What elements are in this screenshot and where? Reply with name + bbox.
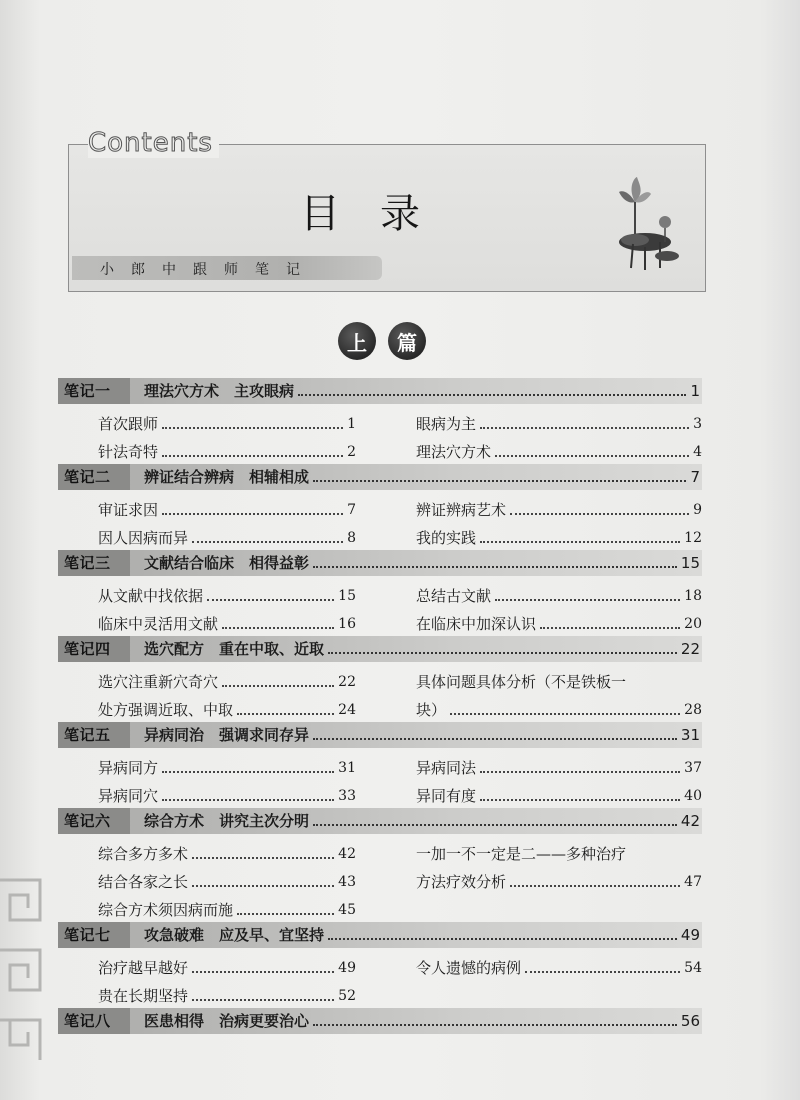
entry-title: 首次跟师	[98, 415, 159, 433]
leader-dots	[207, 599, 334, 601]
entry-title: 在临床中加深认识	[416, 615, 537, 633]
chapter-heading[interactable]	[58, 378, 702, 404]
chapter-entries	[58, 664, 702, 720]
leader-dots	[480, 541, 680, 543]
leader-dots	[313, 566, 677, 568]
entries-column-right	[380, 578, 702, 634]
chapter-heading[interactable]	[58, 1008, 702, 1034]
entry-title: 异病同法	[416, 759, 477, 777]
leader-dots	[480, 427, 689, 429]
toc-entry[interactable]	[98, 606, 380, 634]
chapter-page: 22	[680, 640, 700, 658]
toc-entry[interactable]	[98, 950, 380, 978]
leader-dots	[510, 513, 689, 515]
toc-entry[interactable]	[416, 606, 702, 634]
chapter-title: 医患相得 治病更要治心	[144, 1012, 310, 1030]
entry-title: 因人因病而异	[98, 529, 189, 547]
entry-title: 综合多方多术	[98, 845, 189, 863]
leader-dots	[162, 771, 334, 773]
chapter-page: 56	[680, 1012, 700, 1030]
entry-page: 47	[684, 874, 702, 890]
entry-title: 贵在长期坚持	[98, 987, 189, 1005]
chapter-page: 31	[680, 726, 700, 744]
entry-page: 12	[684, 530, 702, 546]
chapter-entries	[58, 750, 702, 806]
lotus-illustration	[605, 172, 685, 272]
entry-title: 临床中灵活用文献	[98, 615, 219, 633]
chapter-tag: 笔记八	[58, 1008, 130, 1034]
leader-dots	[495, 455, 689, 457]
toc-entry[interactable]	[98, 864, 380, 892]
toc-entry[interactable]	[98, 692, 380, 720]
chapter-tag: 笔记五	[58, 722, 130, 748]
chapter-page: 42	[680, 812, 700, 830]
entries-column-left	[58, 950, 380, 1006]
toc-entry[interactable]	[416, 950, 702, 978]
entry-title: 治疗越早越好	[98, 959, 189, 977]
chapter-heading[interactable]	[58, 464, 702, 490]
entry-title: 从文献中找依据	[98, 587, 204, 605]
toc-entry[interactable]	[416, 578, 702, 606]
chapter-heading[interactable]	[58, 808, 702, 834]
chapter-entries	[58, 578, 702, 634]
entry-title: 方法疗效分析	[416, 873, 507, 891]
toc-entry[interactable]	[416, 864, 702, 892]
entry-page: 45	[338, 902, 356, 918]
toc-entry[interactable]	[98, 836, 380, 864]
leader-dots	[222, 685, 334, 687]
entries-column-left	[58, 492, 380, 548]
entry-page: 31	[338, 760, 356, 776]
entry-page: 18	[684, 588, 702, 604]
page-title: 目录	[300, 191, 460, 237]
toc-entry[interactable]	[416, 778, 702, 806]
toc-entry[interactable]	[98, 892, 380, 920]
entry-title: 具体问题具体分析（不是铁板一	[416, 673, 627, 691]
leader-dots	[495, 599, 680, 601]
leader-dots	[328, 652, 677, 654]
chapter-tag: 笔记四	[58, 636, 130, 662]
chapter-heading[interactable]	[58, 550, 702, 576]
entries-column-left	[58, 578, 380, 634]
toc-entry[interactable]	[416, 664, 702, 692]
section-heading	[338, 322, 458, 362]
entries-column-right	[380, 950, 702, 1006]
chapter-tag: 笔记一	[58, 378, 130, 404]
entry-title: 结合各家之长	[98, 873, 189, 891]
table-of-contents	[58, 378, 702, 1036]
entry-page: 40	[684, 788, 702, 804]
entry-page: 54	[684, 960, 702, 976]
entry-page: 16	[338, 616, 356, 632]
toc-entry[interactable]	[98, 492, 380, 520]
chapter-page: 1	[690, 382, 700, 400]
chapter-heading[interactable]	[58, 922, 702, 948]
toc-entry[interactable]	[98, 434, 380, 462]
chapter-title: 综合方术 讲究主次分明	[144, 812, 310, 830]
entry-title: 眼病为主	[416, 415, 477, 433]
entry-page: 9	[693, 502, 702, 518]
entry-title: 辨证辨病艺术	[416, 501, 507, 519]
chapter-tag: 笔记三	[58, 550, 130, 576]
toc-entry[interactable]	[98, 664, 380, 692]
entries-column-right	[380, 750, 702, 806]
chapter-entries	[58, 492, 702, 548]
leader-dots	[192, 971, 334, 973]
toc-entry[interactable]	[98, 778, 380, 806]
chapter-entries	[58, 950, 702, 1006]
contents-word: Contents	[88, 128, 219, 158]
leader-dots	[480, 799, 680, 801]
chapter-title: 选穴配方 重在中取、近取	[144, 640, 325, 658]
entries-column-left	[58, 836, 380, 920]
entry-page: 28	[684, 702, 702, 718]
leader-dots	[450, 713, 680, 715]
entry-title: 处方强调近取、中取	[98, 701, 234, 719]
toc-entry[interactable]	[416, 750, 702, 778]
entry-title: 综合方术须因病而施	[98, 901, 234, 919]
entry-page: 7	[347, 502, 356, 518]
chapter-title: 理法穴方术 主攻眼病	[144, 382, 295, 400]
chapter-tag: 笔记二	[58, 464, 130, 490]
leader-dots	[237, 913, 334, 915]
chapter-heading[interactable]	[58, 636, 702, 662]
toc-entry[interactable]	[416, 406, 702, 434]
entry-title: 总结古文献	[416, 587, 492, 605]
book-subtitle: 小郎中跟师笔记	[100, 262, 317, 278]
chapter-tag: 笔记六	[58, 808, 130, 834]
entry-page: 22	[338, 674, 356, 690]
entry-page: 42	[338, 846, 356, 862]
entry-title: 审证求因	[98, 501, 159, 519]
chapter-title: 辨证结合辨病 相辅相成	[144, 468, 310, 486]
entry-page: 43	[338, 874, 356, 890]
toc-entry[interactable]	[98, 750, 380, 778]
leader-dots	[313, 824, 677, 826]
entries-column-left	[58, 406, 380, 462]
entry-page: 52	[338, 988, 356, 1004]
entry-page: 37	[684, 760, 702, 776]
chapter-page: 15	[680, 554, 700, 572]
entries-column-left	[58, 750, 380, 806]
toc-entry[interactable]	[416, 492, 702, 520]
entry-page: 8	[347, 530, 356, 546]
entry-page: 15	[338, 588, 356, 604]
leader-dots	[192, 999, 334, 1001]
leader-dots	[222, 627, 334, 629]
leader-dots	[192, 857, 334, 859]
leader-dots	[313, 480, 686, 482]
entry-title: 选穴注重新穴奇穴	[98, 673, 219, 691]
entry-title: 针法奇特	[98, 443, 159, 461]
entry-title: 异同有度	[416, 787, 477, 805]
chapter-tag: 笔记七	[58, 922, 130, 948]
chapter-entries	[58, 836, 702, 920]
chapter-page: 49	[680, 926, 700, 944]
chapter-title: 攻急破难 应及早、宜坚持	[144, 926, 325, 944]
leader-dots	[313, 738, 677, 740]
section-chip-2: 篇	[388, 322, 426, 360]
decorative-border-pattern	[0, 860, 60, 1060]
entry-title: 一加一不一定是二——多种治疗	[416, 845, 627, 863]
leader-dots	[525, 971, 680, 973]
leader-dots	[540, 627, 680, 629]
toc-entry[interactable]	[98, 978, 380, 1006]
entry-title: 理法穴方术	[416, 443, 492, 461]
section-chip-1: 上	[338, 322, 376, 360]
entry-title: 块）	[416, 701, 447, 719]
leader-dots	[192, 885, 334, 887]
leader-dots	[480, 771, 680, 773]
entries-column-right	[380, 406, 702, 462]
toc-entry[interactable]	[98, 520, 380, 548]
entry-page: 4	[693, 444, 702, 460]
leader-dots	[510, 885, 680, 887]
entry-page: 49	[338, 960, 356, 976]
entry-title: 异病同方	[98, 759, 159, 777]
leader-dots	[237, 713, 334, 715]
toc-entry[interactable]	[416, 520, 702, 548]
entry-title: 异病同穴	[98, 787, 159, 805]
leader-dots	[162, 513, 343, 515]
entries-column-right	[380, 664, 702, 720]
toc-entry[interactable]	[416, 836, 702, 864]
toc-entry[interactable]	[416, 434, 702, 462]
leader-dots	[162, 427, 343, 429]
entry-page: 1	[347, 416, 356, 432]
entry-page: 24	[338, 702, 356, 718]
entry-title: 令人遗憾的病例	[416, 959, 522, 977]
toc-entry[interactable]	[98, 406, 380, 434]
chapter-title: 文献结合临床 相得益彰	[144, 554, 310, 572]
leader-dots	[162, 799, 334, 801]
entry-page: 33	[338, 788, 356, 804]
toc-entry[interactable]	[416, 692, 702, 720]
chapter-entries	[58, 406, 702, 462]
entry-title: 我的实践	[416, 529, 477, 547]
chapter-heading[interactable]	[58, 722, 702, 748]
leader-dots	[313, 1024, 677, 1026]
entry-page: 2	[347, 444, 356, 460]
entries-column-right	[380, 492, 702, 548]
toc-entry[interactable]	[98, 578, 380, 606]
entry-page: 3	[693, 416, 702, 432]
entry-page: 20	[684, 616, 702, 632]
entries-column-left	[58, 664, 380, 720]
leader-dots	[328, 938, 677, 940]
chapter-title: 异病同治 强调求同存异	[144, 726, 310, 744]
leader-dots	[192, 541, 343, 543]
entries-column-right	[380, 836, 702, 920]
leader-dots	[298, 394, 686, 396]
chapter-page: 7	[690, 468, 700, 486]
leader-dots	[162, 455, 343, 457]
